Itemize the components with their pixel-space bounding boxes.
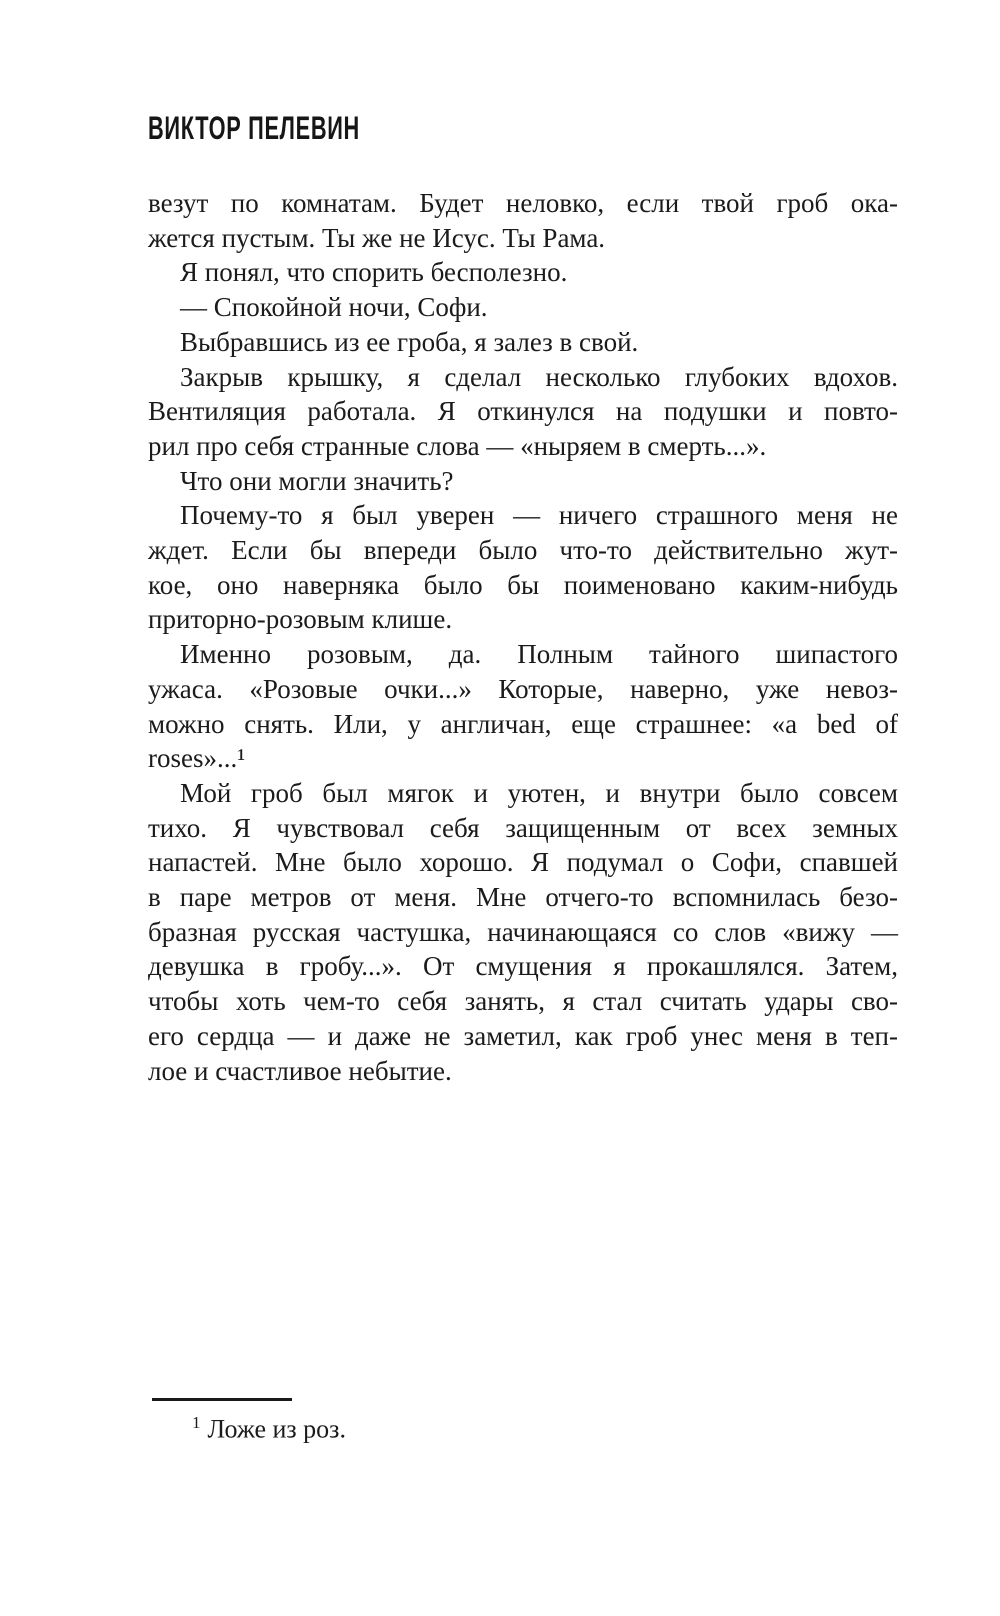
footnote-text: Ложе из роз.: [207, 1414, 346, 1444]
text-line: — Спокойной ночи, Софи.: [180, 292, 488, 323]
text-line: бразная русская частушка, начинающаяся со слов «вижу —: [148, 916, 898, 947]
text-line: Я понял, что спорить бесполезно.: [180, 257, 568, 288]
text-line: девушка в гробу...». От смущения я прокашлялся. Затем,: [148, 951, 898, 982]
text-line: везут по комнатам. Будет неловко, если твой гроб ока-: [148, 188, 898, 218]
text-line: его сердца — и даже не заметил, как гроб унес меня в теп-: [148, 1020, 898, 1051]
text-line: напастей. Мне было хорошо. Я подумал о Софи, спавшей: [148, 847, 898, 878]
text-line: жется пустым. Ты же не Исус. Ты Рама.: [148, 222, 606, 253]
text-line: лое и счастливое небытие.: [148, 1055, 452, 1086]
text-line: приторно-розовым клише.: [148, 604, 453, 635]
text-line: в паре метров от меня. Мне отчего-то вспомнилась безо-: [148, 882, 898, 913]
text-line: Именно розовым, да. Полным тайного шипастого: [180, 639, 898, 670]
text-line: Почему-то я был уверен — ничего страшного меня не: [180, 500, 898, 531]
footnote-separator-rule: [152, 1398, 292, 1401]
text-line: кое, оно наверняка было бы поименовано каким-нибудь: [148, 569, 898, 600]
text-line: Вентиляция работала. Я откинулся на подушки и повто-: [148, 396, 898, 427]
text-line: ждет. Если бы впереди было что-то действительно жут-: [148, 535, 898, 566]
text-line: можно снять. Или, у англичан, еще страшнее: «a bed of: [148, 708, 898, 739]
text-line: рил про себя странные слова — «ныряем в смерть...».: [148, 430, 767, 461]
text-line: тихо. Я чувствовал себя защищенным от всех земных: [148, 812, 898, 843]
text-line: чтобы хоть чем-то себя занять, я стал считать удары сво-: [148, 986, 898, 1017]
text-line: ужаса. «Розовые очки...» Которые, наверно, уже невоз-: [148, 673, 898, 704]
text-line: Что они могли значить?: [180, 465, 454, 496]
running-header-author: ВИКТОР ПЕЛЕВИН: [148, 110, 360, 146]
text-line: roses»...¹: [148, 743, 246, 774]
text-line: Закрыв крышку, я сделал несколько глубоких вдохов.: [180, 361, 898, 392]
footnote-marker: 1: [192, 1413, 201, 1432]
text-line: Мой гроб был мягок и уютен, и внутри было совсем: [180, 777, 898, 808]
body-text-block: [148, 186, 898, 1088]
footnote: [148, 1406, 898, 1447]
text-line: Выбравшись из ее гроба, я залез в свой.: [180, 326, 639, 357]
